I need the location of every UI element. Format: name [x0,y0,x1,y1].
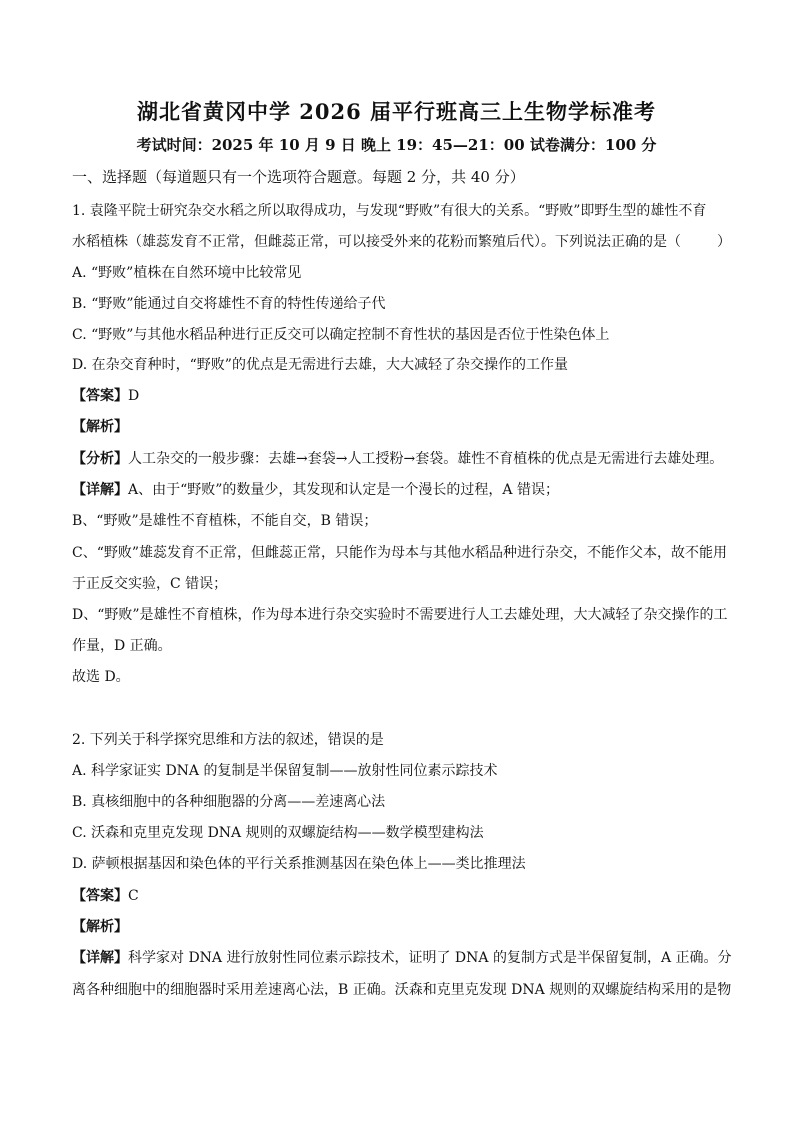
q2-option-b: B. 真核细胞中的各种细胞器的分离——差速离心法 [72,794,386,810]
q1-answer [72,386,732,406]
q1-option-c: C. “野败”与其他水稻品种进行正反交可以确定控制不育性状的基因是否位于性染色体上 [72,327,610,343]
q1-option-a: A. “野败”植株在自然环境中比较常见 [72,265,302,281]
exam-info: 考试时间：2025 年 10 月 9 日 晚上 19：45—21：00 试卷满分：100 分 [136,136,657,154]
q1-answer-tag: 【答案】 [72,388,128,404]
exam-title: 湖北省黄冈中学 2026 届平行班高三上生物学标准考 [136,99,657,124]
q1-xiangjie-a-text: A、由于“野败”的数量少，其发现和认定是一个漫长的过程，A 错误； [128,482,559,498]
q1-conclusion: 故选 D。 [72,669,130,685]
q2-answer-value: C [128,888,139,904]
q2-xiangjie-1 [72,948,732,968]
q1-fenxi-tag: 【分析】 [72,451,128,467]
q1-xiangjie-c2: 于正反交实验，C 错误； [72,576,228,592]
q1-stem-text: 水稻植株（雄蕊发育不正常，但雌蕊正常，可以接受外来的花粉而繁殖后代）。下列说法正确的是（ [72,234,681,250]
q2-xiangjie-tag: 【详解】 [72,950,128,966]
q2-xiangjie-1-text: 科学家对 DNA 进行放射性同位素示踪技术，证明了 DNA 的复制方式是半保留复制，A 正确。分 [128,950,732,966]
q2-xiangjie-2: 离各种细胞中的细胞器时采用差速离心法，B 正确。沃森和克里克发现 DNA 规则的双螺旋结构采用的是物 [72,982,732,998]
q1-analysis-tag [72,417,732,437]
q1-option-b: B. “野败”能通过自交将雄性不育的特性传递给子代 [72,296,386,312]
q1-option-d: D. 在杂交育种时，“野败”的优点是无需进行去雄，大大减轻了杂交操作的工作量 [72,357,568,373]
q2-analysis-label: 【解析】 [72,919,128,935]
q2-answer [72,886,732,906]
q1-fenxi [72,449,732,469]
q1-xiangjie-tag: 【详解】 [72,482,128,498]
q1-xiangjie-d2: 作量，D 正确。 [72,638,172,654]
q1-xiangjie-b: B、“野败”是雄性不育植株，不能自交，B 错误； [72,513,378,529]
q2-analysis-tag [72,917,732,937]
q1-stem-line1: 1. 袁隆平院士研究杂交水稻之所以取得成功，与发现“野败”有很大的关系。“野败”即野生型的雄性不育 [72,203,707,219]
section-heading: 一、选择题（每道题只有一个选项符合题意。每题 2 分，共 40 分） [72,168,525,186]
q1-xiangjie-c1: C、“野败”雄蕊发育不正常，但雌蕊正常，只能作为母本与其他水稻品种进行杂交，不能作父本，故不能用 [72,545,728,561]
q2-option-a: A. 科学家证实 DNA 的复制是半保留复制——放射性同位素示踪技术 [72,763,498,779]
q1-fenxi-text: 人工杂交的一般步骤：去雄→套袋→人工授粉→套袋。雄性不育植株的优点是无需进行去雄处理。 [128,451,724,467]
q1-analysis-label: 【解析】 [72,419,128,435]
q2-answer-tag: 【答案】 [72,888,128,904]
q1-answer-value: D [128,388,140,404]
q1-stem-paren: ） [717,234,731,250]
q1-stem-line2 [72,232,732,252]
q1-xiangjie-a [72,480,732,500]
q2-option-d: D. 萨顿根据基因和染色体的平行关系推测基因在染色体上——类比推理法 [72,856,526,872]
q1-xiangjie-d1: D、“野败”是雄性不育植株，作为母本进行杂交实验时不需要进行人工去雄处理，大大减轻了杂交操作的工 [72,607,728,623]
q2-stem: 2. 下列关于科学探究思维和方法的叙述，错误的是 [72,732,384,748]
q2-option-c: C. 沃森和克里克发现 DNA 规则的双螺旋结构——数学模型建构法 [72,825,484,841]
